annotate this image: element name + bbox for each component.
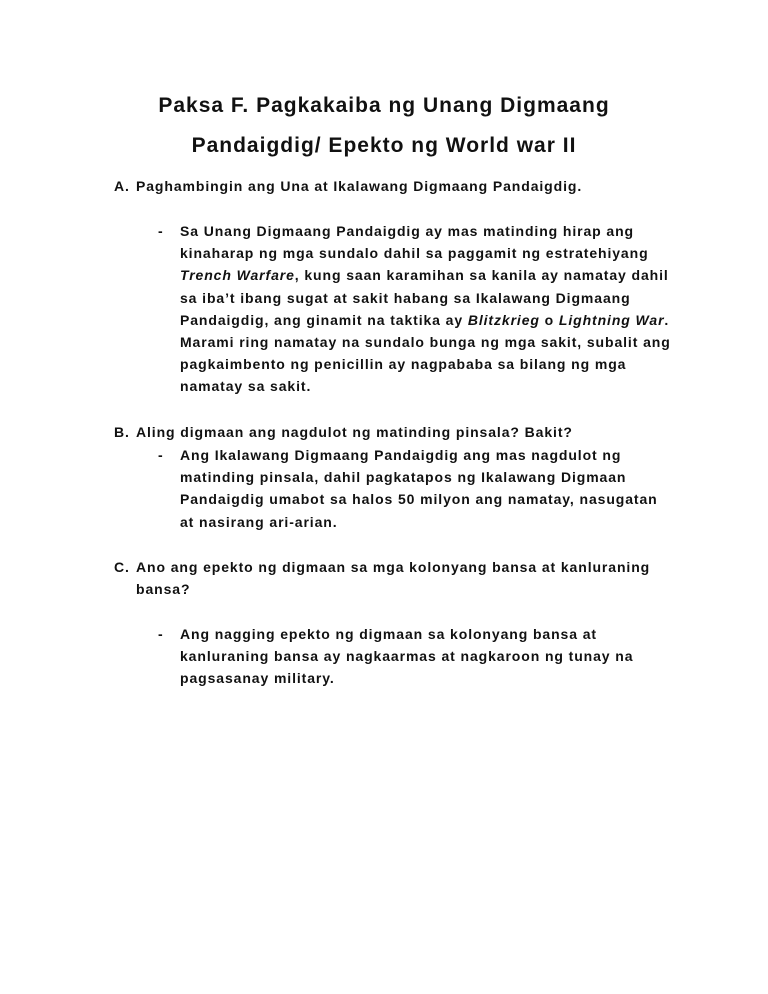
question-a-text: Paghambingin ang Una at Ikalawang Digmaang Pandaigdig. — [136, 178, 583, 194]
answer-a — [158, 220, 678, 398]
answer-a-line-2: kinaharap ng mga sundalo dahil sa paggamit ng estratehiyang — [180, 245, 649, 262]
answer-a-line-4: sa iba’t ibang sugat at sakit habang sa Ikalawang Digmaang — [180, 289, 631, 306]
answer-a-line-5 — [180, 309, 678, 331]
question-b-letter: B. — [114, 424, 130, 440]
answer-c-line-3: pagsasanay military. — [180, 670, 335, 687]
answer-c-line-2: kanluraning bansa ay nagkaarmas at nagkaroon ng tunay na — [180, 648, 634, 665]
question-a — [114, 175, 674, 197]
title-line-2: Pandaigdig/ Epekto ng World war II — [191, 134, 577, 157]
blitzkrieg-term: Blitzkrieg — [467, 311, 540, 328]
answer-a-line-3-rest: , kung saan karamihan sa kanila ay namatay dahil — [294, 267, 669, 284]
page-title — [0, 86, 768, 166]
answer-a-line-1: Sa Unang Digmaang Pandaigdig ay mas matinding hirap ang — [180, 223, 635, 239]
question-c-text-line-2: bansa? — [136, 581, 191, 597]
answer-b-line-4: at nasirang ari-arian. — [180, 513, 338, 530]
answer-c-line-1: Ang nagging epekto ng digmaan sa kolonyang bansa at — [180, 626, 597, 642]
answer-b-line-3: Pandaigdig umabot sa halos 50 milyon ang namatay, nasugatan — [180, 491, 658, 508]
question-c-letter: C. — [114, 559, 130, 575]
answer-c-bullet: - — [158, 626, 164, 642]
lightning-war-term: Lightning War — [558, 311, 665, 328]
answer-a-line-7: pagkaimbento ng penicillin ay nagpababa sa bilang ng mga — [180, 356, 627, 373]
trench-warfare-term: Trench Warfare — [180, 267, 295, 284]
answer-a-line-5-pre: Pandaigdig, ang ginamit na taktika ay — [180, 311, 468, 328]
answer-a-line-8: namatay sa sakit. — [180, 378, 312, 395]
answer-a-bullet: - — [158, 223, 164, 239]
answer-b — [158, 444, 678, 533]
answer-b-line-2: matinding pinsala, dahil pagkatapos ng Ikalawang Digmaan — [180, 469, 627, 486]
question-b-text: Aling digmaan ang nagdulot ng matinding pinsala? Bakit? — [136, 424, 573, 440]
title-line-1: Paksa F. Pagkakaiba ng Unang Digmaang — [158, 94, 610, 117]
answer-a-line-5-mid: o — [539, 311, 559, 328]
answer-a-line-6: Marami ring namatay na sundalo bunga ng mga sakit, subalit ang — [180, 334, 671, 351]
question-c — [114, 556, 674, 600]
answer-b-bullet: - — [158, 447, 164, 463]
question-b — [114, 421, 674, 443]
answer-b-line-1: Ang Ikalawang Digmaang Pandaigdig ang mas nagdulot ng — [180, 447, 622, 463]
answer-a-line-3 — [180, 264, 678, 286]
question-a-letter: A. — [114, 178, 130, 194]
answer-c — [158, 623, 678, 690]
question-c-text-line-1: Ano ang epekto ng digmaan sa mga kolonyang bansa at kanluraning — [136, 559, 651, 575]
answer-a-line-5-end: . — [664, 311, 670, 328]
